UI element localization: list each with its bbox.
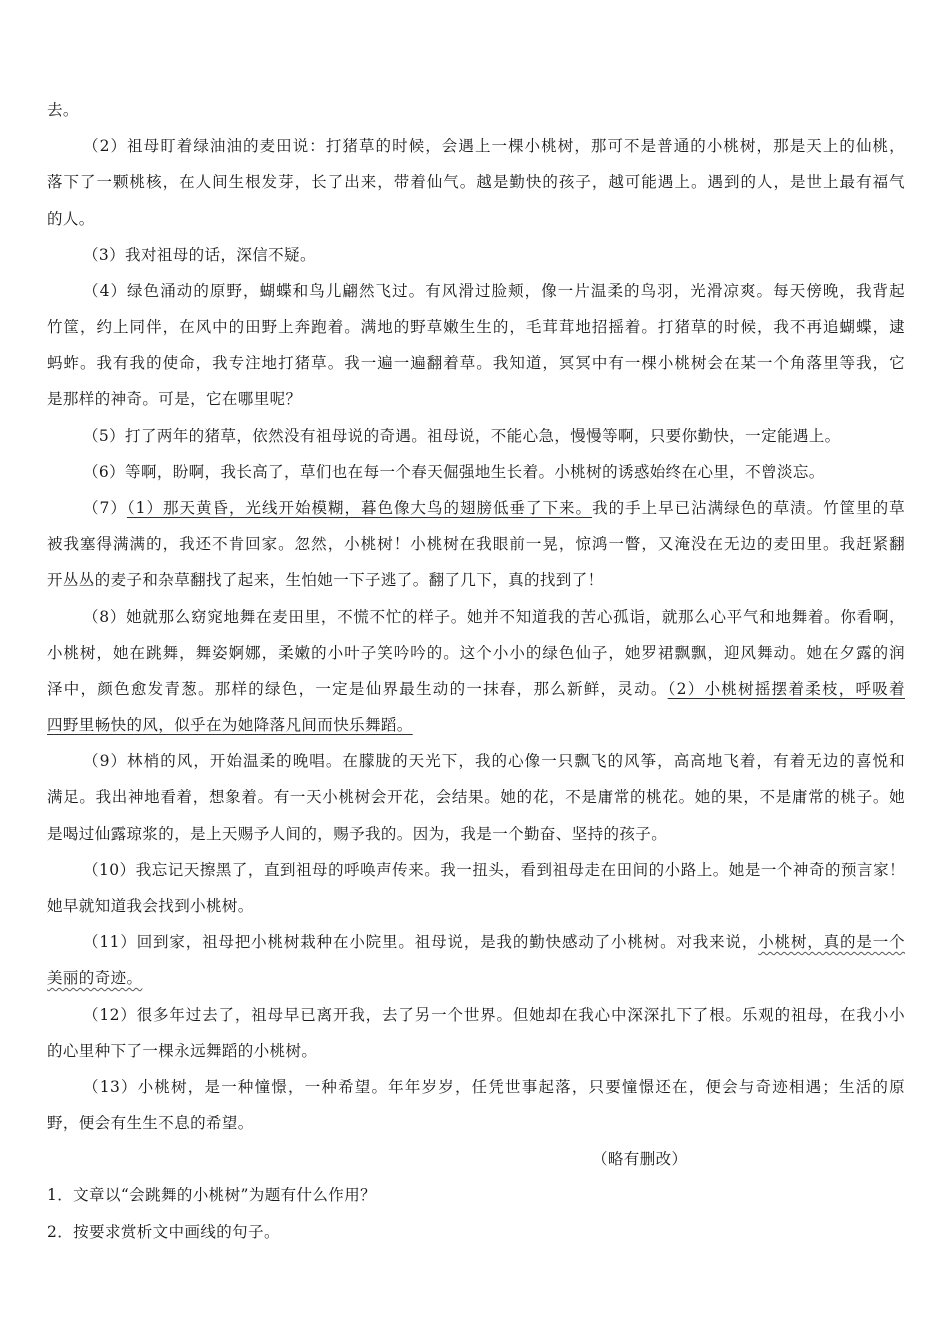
paragraph-13-line: （13）小桃树，是一种憧憬，一种希望。年年岁岁，任凭世事起落，只要憧憬还在，便会与奇迹相遇；生活的原: [83, 1078, 905, 1096]
paragraph-9-line: （9）林梢的风，开始温柔的晚唱。在朦胧的天光下，我的心像一只飘飞的风筝，高高地飞着，有着无边的喜悦和: [83, 752, 905, 770]
underlined-sentence-1: （1）那天黄昏，光线开始模糊，暮色像大鸟的翅膀低垂了下来。: [126, 499, 593, 517]
text-line: 开丛丛的麦子和杂草翻找了起来，生怕她一下子逃了。翻了几下，真的找到了！: [47, 571, 604, 589]
wavy-underlined-sentence-cont: 美丽的奇迹。: [47, 969, 143, 987]
text-line: [47, 713, 413, 737]
text-line: 被我塞得满满的，我还不肯回家。忽然，小桃树！小桃树在我眼前一晃，惊鸿一瞥，又淹没在无边的麦田里。我赶紧翻: [47, 535, 905, 553]
paragraph-3-line: （3）我对祖母的话，深信不疑。: [83, 246, 316, 264]
text-line: 的人。: [47, 210, 95, 228]
paragraph-6-line: （6）等啊，盼啊，我长高了，草们也在每一个春天倔强地生长着。小桃树的诱惑始终在心里，不曾淡忘。: [83, 463, 825, 481]
paragraph-12-line: （12）很多年过去了，祖母早已离开我，去了另一个世界。但她却在我心中深深扎下了根。乐观的祖母，在我小小: [83, 1006, 905, 1024]
wavy-underlined-sentence: 小桃树，真的是一个: [758, 933, 905, 951]
text-line: 满足。我出神地看着，想象着。有一天小桃树会开花，会结果。她的花，不是庸常的桃花。她的果，不是庸常的桃子。她: [47, 788, 905, 806]
underlined-sentence-2-cont: 四野里畅快的风，似乎在为她降落凡间而快乐舞蹈。: [47, 716, 413, 734]
question-1: 1．文章以“会跳舞的小桃树”为题有什么作用？: [47, 1186, 377, 1204]
text-line: 野，便会有生生不息的希望。: [47, 1114, 254, 1132]
text-line: 她早就知道我会找到小桃树。: [47, 897, 254, 915]
paragraph-4-line: （4）绿色涌动的原野，蝴蝶和鸟儿翩然飞过。有风滑过脸颊，像一片温柔的鸟羽，光滑凉爽。每天傍晚，我背起: [83, 282, 905, 300]
source-note: （略有删改）: [592, 1150, 688, 1168]
text-line: 的心里种下了一棵永远舞蹈的小桃树。: [47, 1042, 318, 1060]
text-line: 落下了一颗桃核，在人间生根发芽，长了出来，带着仙气。越是勤快的孩子，越可能遇上。遇到的人，是世上最有福气: [47, 173, 905, 191]
text-line: 小桃树，她在跳舞，舞姿婀娜，柔嫩的小叶子笑吟吟的。这个小小的绿色仙子，她罗裙飘飘，迎风舞动。她在夕露的润: [47, 644, 905, 662]
text-span: 我的手上早已沾满绿色的草渍。竹筐里的草: [592, 499, 906, 517]
text-line: 蚂蚱。我有我的使命，我专注地打猪草。我一遍一遍翻着草。我知道，冥冥中有一棵小桃树会在某一个角落里等我，它: [47, 354, 905, 372]
text-line: [47, 677, 905, 701]
paragraph-number: （7）: [83, 499, 127, 517]
text-span: （11）回到家，祖母把小桃树栽种在小院里。祖母说，是我的勤快感动了小桃树。对我来说，: [83, 933, 759, 951]
text-line: 去。: [47, 101, 79, 119]
paragraph-8-line: （8）她就那么窈窕地舞在麦田里，不慌不忙的样子。她并不知道我的苦心孤诣，就那么心平气和地舞着。你看啊，: [83, 608, 905, 626]
text-line: 竹筐，约上同伴，在风中的田野上奔跑着。满地的野草嫩生生的，毛茸茸地招摇着。打猪草的时候，我不再追蝴蝶，逮: [47, 318, 905, 336]
text-line: 是喝过仙露琼浆的，是上天赐予人间的，赐予我的。因为，我是一个勤奋、坚持的孩子。: [47, 825, 668, 843]
text-line: 是那样的神奇。可是，它在哪里呢？: [47, 390, 302, 408]
paragraph-11-line: [83, 930, 905, 954]
paragraph-7-line: [83, 496, 905, 520]
text-span: 泽中，颜色愈发青葱。那样的绿色，一定是仙界最生动的一抹春，那么新鲜，灵动。: [47, 680, 668, 698]
text-line: [47, 966, 142, 990]
question-2: 2．按要求赏析文中画线的句子。: [47, 1223, 280, 1241]
paragraph-2-line: （2）祖母盯着绿油油的麦田说：打猪草的时候，会遇上一棵小桃树，那可不是普通的小桃树，那是天上的仙桃，: [83, 137, 905, 155]
paragraph-5-line: （5）打了两年的猪草，依然没有祖母说的奇遇。祖母说，不能心急，慢慢等啊，只要你勤快，一定能遇上。: [83, 427, 841, 445]
underlined-sentence-2: （2）小桃树摇摆着柔枝，呼吸着: [667, 680, 905, 698]
paragraph-10-line: （10）我忘记天擦黑了，直到祖母的呼唤声传来。我一扭头，看到祖母走在田间的小路上。她是一个神奇的预言家！: [83, 861, 905, 879]
